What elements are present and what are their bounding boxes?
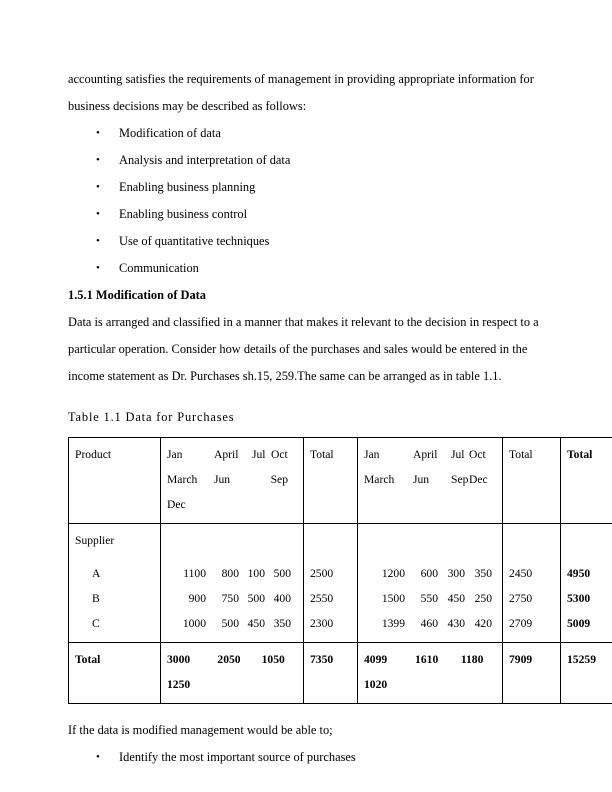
total-values-row-2 <box>364 672 496 697</box>
grand-total-value: 15259 <box>567 653 596 666</box>
header-right-months-row-1 <box>364 442 496 467</box>
section-heading: 1.5.1 Modification of Data <box>68 288 207 302</box>
page-content <box>68 66 596 771</box>
blank-line <box>310 672 351 697</box>
list-item <box>68 255 546 282</box>
cell-left-totals <box>304 524 358 643</box>
list-item <box>68 201 546 228</box>
table-body-row <box>69 524 612 643</box>
value-cell: 350 <box>474 567 492 580</box>
list-item <box>68 174 546 201</box>
blank-line <box>75 672 154 697</box>
month-label: Sep <box>270 473 288 486</box>
month-label: April <box>214 448 239 461</box>
blank-line <box>509 528 554 553</box>
total-values-row-1 <box>167 647 297 672</box>
header-cell-left-months <box>161 438 304 524</box>
value-cell: 1399 <box>381 617 405 630</box>
header-product-label: Product <box>75 448 112 461</box>
total-value: 2050 <box>217 653 241 666</box>
row-spacer <box>167 553 297 561</box>
blank-line <box>310 528 351 553</box>
list-item <box>68 120 546 147</box>
bullet-icon: • <box>96 262 100 274</box>
values-row <box>167 611 297 636</box>
closing-paragraph: If the data is modified management would be able to; <box>68 723 333 737</box>
value-cell: 430 <box>447 617 465 630</box>
total-row-right-total <box>503 643 561 704</box>
list-item-label: Communication <box>119 261 199 275</box>
purchases-data-table <box>68 437 612 704</box>
values-row <box>364 586 496 611</box>
bullet-icon: • <box>96 181 100 193</box>
table-caption: Table 1.1 Data for Purchases <box>68 410 235 424</box>
blank-line <box>364 528 496 553</box>
left-total-value: 2500 <box>310 567 334 580</box>
header-cell-right-months <box>358 438 503 524</box>
month-label: Oct <box>469 448 486 461</box>
header-right-months-row-2 <box>364 467 496 492</box>
total-row-left-total <box>304 643 358 704</box>
total-value: 1050 <box>261 653 285 666</box>
grand-total-value: 5300 <box>567 592 591 605</box>
values-row <box>167 561 297 586</box>
value-cell: 460 <box>420 617 438 630</box>
value-cell: 800 <box>221 567 239 580</box>
values-row <box>364 561 496 586</box>
cell-right-values <box>358 524 503 643</box>
total-row-right-values <box>358 643 503 704</box>
header-total-label: Total <box>310 448 334 461</box>
value-cell: 1100 <box>183 567 206 580</box>
body-paragraph-line-2: particular operation. Consider how details of the purchases and sales would be entered in the <box>68 342 528 356</box>
header-left-months-row-2 <box>167 467 297 492</box>
header-cell-right-total <box>503 438 561 524</box>
closing-bullet-list <box>68 744 546 771</box>
value-cell: 750 <box>221 592 239 605</box>
row-spacer <box>509 553 554 561</box>
value-cell: 500 <box>247 592 265 605</box>
total-row-grand-total <box>561 643 612 704</box>
month-label: March <box>364 473 395 486</box>
month-label: Jan <box>364 448 380 461</box>
blank-line <box>567 528 612 553</box>
header-left-months-row-1 <box>167 442 297 467</box>
header-cell-product <box>69 438 161 524</box>
header-grand-total-label: Total <box>567 448 593 461</box>
row-spacer <box>75 553 154 561</box>
bullet-icon: • <box>96 235 100 247</box>
list-item-label: Modification of data <box>119 126 221 140</box>
header-cell-left-total <box>304 438 358 524</box>
month-label: Jul <box>252 448 266 461</box>
month-label: Oct <box>271 448 288 461</box>
value-cell: 1200 <box>381 567 405 580</box>
month-label: April <box>413 448 438 461</box>
header-right-months-row-3 <box>364 492 496 517</box>
left-total-value: 2550 <box>310 592 334 605</box>
grand-total-value: 4950 <box>567 567 591 580</box>
management-info-bullet-list <box>68 120 546 282</box>
list-item-label: Use of quantitative techniques <box>119 234 270 248</box>
list-item-label: Analysis and interpretation of data <box>119 153 291 167</box>
month-label: Jan <box>167 448 183 461</box>
supplier-name: B <box>92 592 100 605</box>
bullet-icon: • <box>96 208 100 220</box>
total-value: 3000 <box>167 653 191 666</box>
bullet-icon: • <box>96 751 100 763</box>
value-cell: 450 <box>247 617 265 630</box>
value-cell: 420 <box>474 617 492 630</box>
cell-left-values <box>161 524 304 643</box>
row-spacer <box>310 553 351 561</box>
table-total-row <box>69 643 612 704</box>
month-label: Jul <box>451 448 465 461</box>
month-label-empty <box>364 492 413 517</box>
cell-supplier-names <box>69 524 161 643</box>
header-total-label: Total <box>509 448 533 461</box>
row-spacer <box>567 553 612 561</box>
right-total-value: 2750 <box>509 592 533 605</box>
month-label: Jun <box>413 473 430 486</box>
blank-line <box>167 528 297 553</box>
list-item <box>68 228 546 255</box>
value-cell: 550 <box>420 592 438 605</box>
value-cell: 450 <box>447 592 465 605</box>
supplier-group-label: Supplier <box>75 534 115 547</box>
total-value: 7350 <box>310 653 334 666</box>
value-cell: 1000 <box>182 617 206 630</box>
intro-paragraph-line-1: accounting satisfies the requirements of management in providing appropriate information for <box>68 72 534 86</box>
list-item <box>68 147 546 174</box>
grand-total-value: 5009 <box>567 617 591 630</box>
values-row <box>364 611 496 636</box>
total-value: 1250 <box>167 678 191 691</box>
bullet-icon: • <box>96 127 100 139</box>
post-table-section <box>68 717 546 771</box>
total-row-label-cell <box>69 643 161 704</box>
month-label: Dec <box>167 498 186 511</box>
list-item <box>68 744 546 771</box>
value-cell: 100 <box>247 567 265 580</box>
values-row <box>167 586 297 611</box>
supplier-name: A <box>92 567 101 580</box>
total-value: 7909 <box>509 653 533 666</box>
total-value: 1180 <box>460 653 484 666</box>
cell-right-totals <box>503 524 561 643</box>
list-item-label: Identify the most important source of purchases <box>119 750 356 764</box>
supplier-name: C <box>92 617 100 630</box>
right-total-value: 2709 <box>509 617 533 630</box>
month-label <box>254 467 267 492</box>
month-label: Dec <box>469 473 488 486</box>
total-row-left-values <box>161 643 304 704</box>
month-label: March <box>167 473 198 486</box>
bullet-icon: • <box>96 154 100 166</box>
value-cell: 1500 <box>381 592 405 605</box>
total-value: 1610 <box>415 653 439 666</box>
intro-paragraph-line-2: business decisions may be described as follows: <box>68 99 307 113</box>
value-cell: 900 <box>188 592 206 605</box>
month-label: Jun <box>214 473 231 486</box>
total-values-row-1 <box>364 647 496 672</box>
cell-grand-totals <box>561 524 612 643</box>
right-total-value: 2450 <box>509 567 533 580</box>
left-total-value: 2300 <box>310 617 334 630</box>
body-paragraph-line-1: Data is arranged and classified in a manner that makes it relevant to the decision in respect to a <box>68 315 539 329</box>
row-spacer <box>364 553 496 561</box>
table-header-row <box>69 438 612 524</box>
total-row-label: Total <box>75 653 101 666</box>
header-cell-grand-total <box>561 438 612 524</box>
value-cell: 500 <box>273 567 291 580</box>
value-cell: 350 <box>273 617 291 630</box>
value-cell: 400 <box>273 592 291 605</box>
total-value: 1020 <box>364 678 388 691</box>
total-value: 4099 <box>364 653 388 666</box>
blank-line <box>567 672 612 697</box>
list-item-label: Enabling business planning <box>119 180 256 194</box>
value-cell: 600 <box>420 567 438 580</box>
value-cell: 300 <box>447 567 465 580</box>
value-cell: 500 <box>221 617 239 630</box>
month-label: Sep <box>451 473 469 486</box>
total-values-row-2 <box>167 672 297 697</box>
header-left-months-row-3 <box>167 492 297 517</box>
body-paragraph-line-3: income statement as Dr. Purchases sh.15, 259.The same can be arranged as in table 1.1. <box>68 369 502 383</box>
value-cell: 250 <box>474 592 492 605</box>
list-item-label: Enabling business control <box>119 207 248 221</box>
blank-line <box>509 672 554 697</box>
